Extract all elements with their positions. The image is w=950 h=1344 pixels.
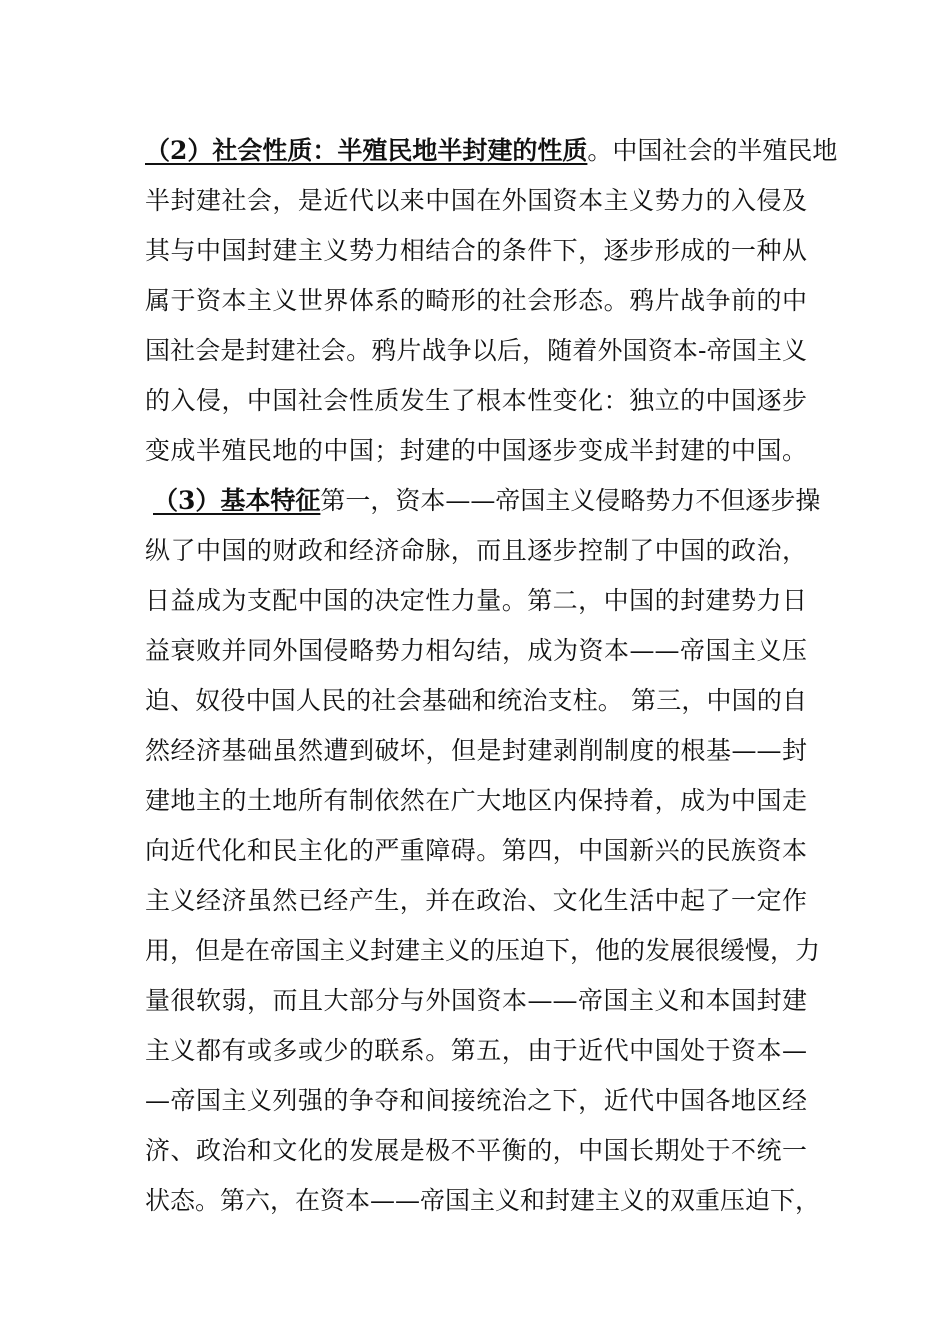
paragraph-text: 。中国社会的半殖民地 [587,136,838,165]
paragraph-line: 然经济基础虽然遭到破坏，但是封建剥削制度的根基——封 [145,736,807,765]
paragraph-line: 属于资本主义世界体系的畸形的社会形态。鸦片战争前的中 [145,286,807,315]
paragraph-line: 主义经济虽然已经产生，并在政治、文化生活中起了一定作 [145,886,807,915]
paragraph-line: 向近代化和民主化的严重障碍。第四，中国新兴的民族资本 [145,836,807,865]
paragraph-basic-features-line-1 [145,476,821,526]
paragraph-line: 迫、奴役中国人民的社会基础和统治支柱。 第三，中国的自 [145,686,807,715]
paragraph-line: 半封建社会，是近代以来中国在外国资本主义势力的入侵及 [145,186,807,215]
paragraph-line: 变成半殖民地的中国；封建的中国逐步变成半封建的中国。 [145,436,807,465]
paragraph-line: 日益成为支配中国的决定性力量。第二，中国的封建势力日 [145,586,807,615]
heading-social-nature: （2）社会性质：半殖民地半封建的性质 [145,136,588,165]
paragraph-line: 济、政治和文化的发展是极不平衡的，中国长期处于不统一 [145,1136,807,1165]
paragraph-line: 建地主的土地所有制依然在广大地区内保持着，成为中国走 [145,786,807,815]
paragraph-line: 用，但是在帝国主义封建主义的压迫下，他的发展很缓慢，力 [145,936,821,965]
document-body [145,126,838,1226]
paragraph-line: 纵了中国的财政和经济命脉，而且逐步控制了中国的政治， [145,536,807,565]
heading-basic-features: （3）基本特征 [153,486,321,515]
paragraph-line: 状态。第六，在资本——帝国主义和封建主义的双重压迫下， [145,1186,821,1215]
paragraph-line: 主义都有或多或少的联系。第五，由于近代中国处于资本— [145,1036,807,1065]
paragraph-line: 其与中国封建主义势力相结合的条件下，逐步形成的一种从 [145,236,807,265]
paragraph-line: 量很软弱，而且大部分与外国资本——帝国主义和本国封建 [145,986,807,1015]
paragraph-line: 国社会是封建社会。鸦片战争以后，随着外国资本-帝国主义 [145,336,807,365]
paragraph-line: 的入侵，中国社会性质发生了根本性变化：独立的中国逐步 [145,386,807,415]
paragraph-text: 第一，资本——帝国主义侵略势力不但逐步操 [320,486,821,515]
paragraph-line: 益衰败并同外国侵略势力相勾结，成为资本——帝国主义压 [145,636,807,665]
paragraph-line: —帝国主义列强的争夺和间接统治之下，近代中国各地区经 [145,1086,807,1115]
paragraph-social-nature-line-1 [145,126,838,176]
